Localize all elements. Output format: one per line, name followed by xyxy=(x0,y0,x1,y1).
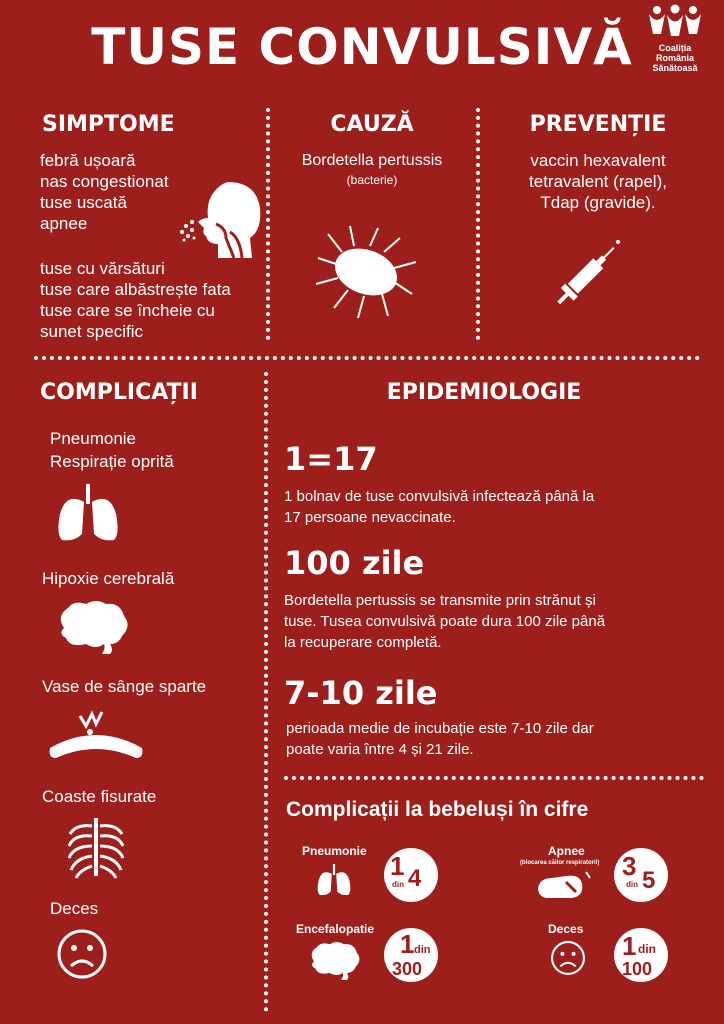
cauza-sub: (bacterie) xyxy=(346,173,398,187)
ribcage-icon xyxy=(66,816,126,882)
coughing-head-icon xyxy=(178,178,264,260)
stat-num: 1 xyxy=(390,851,405,881)
preventie-line: tetravalent (rapel), xyxy=(529,172,667,191)
baby-apnee-sub: (blocarea căilor respiratorii) xyxy=(520,860,600,866)
syringe-icon xyxy=(546,236,628,316)
fact-1-text xyxy=(284,486,704,528)
stat-din: din xyxy=(638,942,656,956)
stat-den: 100 xyxy=(622,959,653,979)
stat-num: 1 xyxy=(622,931,637,961)
stat-din: din xyxy=(392,880,404,889)
stat-apnee-badge xyxy=(614,848,668,902)
complication-vase: Vase de sânge sparte xyxy=(42,677,207,696)
divider-v2 xyxy=(476,108,480,340)
divider-v3 xyxy=(264,372,268,1012)
preventie-line: vaccin hexavalent xyxy=(530,151,666,170)
complication-deces: Deces xyxy=(50,899,99,918)
fact-2-big: 100 zile xyxy=(284,544,425,582)
stat-den: 4 xyxy=(408,865,422,892)
symptom-item: sunet specific xyxy=(40,322,143,341)
baby-apnee-label: Apnee xyxy=(548,844,585,858)
symptom-item: tuse care se încheie cu xyxy=(40,301,215,320)
fact-3-text xyxy=(286,718,706,760)
fact-line: perioada medie de incubație este 7-10 zile dar xyxy=(286,720,594,737)
preventie-text xyxy=(488,150,708,213)
stat-pneumonie-badge xyxy=(384,848,438,902)
symptom-item: febră ușoară xyxy=(40,151,136,170)
stat-den: 300 xyxy=(392,959,423,979)
baby-lungs-icon xyxy=(316,864,352,896)
fact-3-big: 7-10 zile xyxy=(284,674,438,712)
symptom-item: nas congestionat xyxy=(40,172,169,191)
fact-line: poate varia între 4 și 21 zile. xyxy=(286,741,474,758)
bebelusi-heading: Complicații la bebeluși în cifre xyxy=(286,798,589,821)
baby-sad-face-icon xyxy=(550,940,586,976)
fact-line: 1 bolnav de tuse convulsivă infectează până la xyxy=(284,488,595,505)
epidemiologie-heading: EPIDEMIOLOGIE xyxy=(386,380,582,405)
fact-1-big: 1=17 xyxy=(284,440,378,478)
brain-icon xyxy=(54,598,130,654)
baby-pneumonie-label: Pneumonie xyxy=(302,844,367,858)
fact-line: la recuperare completă. xyxy=(284,634,442,651)
page-title: TUSE CONVULSIVĂ xyxy=(91,18,633,76)
stat-deces-badge xyxy=(614,928,668,982)
complication-pneumonie: Pneumonie xyxy=(50,429,137,448)
fact-2-text xyxy=(284,590,704,653)
symptom-item: tuse care albăstrește fata xyxy=(40,280,231,299)
stat-num: 1 xyxy=(400,929,415,959)
preventie-heading: PREVENȚIE xyxy=(529,112,667,137)
baby-brain-icon xyxy=(306,940,362,980)
cauza-text: Bordetella pertussis xyxy=(301,152,443,169)
fact-line: tuse. Tusea convulsivă poate dura 100 zile până xyxy=(284,613,606,630)
fact-line: 17 persoane nevaccinate. xyxy=(284,509,456,526)
simptome-list-bottom xyxy=(40,258,268,342)
coalition-logo-icon xyxy=(645,4,705,38)
baby-encefalopatie-label: Encefalopatie xyxy=(296,922,375,936)
complication-respiratie: Respirație oprită xyxy=(50,452,174,471)
stat-encefalopatie-badge xyxy=(384,928,438,982)
bacteria-icon xyxy=(312,222,424,322)
divider-h1 xyxy=(34,356,700,360)
baby-apnea-icon xyxy=(536,868,592,902)
baby-deces-label: Deces xyxy=(548,922,584,936)
sad-face-icon xyxy=(56,928,108,980)
lungs-icon xyxy=(56,484,120,542)
logo xyxy=(636,4,714,73)
complication-hipoxie: Hipoxie cerebrală xyxy=(42,569,175,588)
stat-den: 5 xyxy=(642,867,656,894)
blood-vessel-icon xyxy=(46,708,146,764)
simptome-heading: SIMPTOME xyxy=(42,112,175,137)
stat-din: din xyxy=(414,944,431,956)
logo-line-3: Sănătoasă xyxy=(652,63,698,73)
preventie-line: Tdap (gravide). xyxy=(540,193,656,212)
symptom-item: apnee xyxy=(40,214,88,233)
stat-num: 3 xyxy=(622,851,637,881)
symptom-item: tuse uscată xyxy=(40,193,127,212)
fact-line: Bordetella pertussis se transmite prin strănut și xyxy=(284,592,596,609)
divider-h2 xyxy=(284,776,704,780)
symptom-item: tuse cu vărsături xyxy=(40,259,165,278)
cauza-heading: CAUZĂ xyxy=(330,112,414,137)
complication-coaste: Coaste fisurate xyxy=(42,787,157,806)
complicatii-heading: COMPLICAȚII xyxy=(40,380,198,405)
logo-line-2: România xyxy=(655,53,694,63)
logo-line-1: Coaliția xyxy=(658,43,692,53)
stat-din: din xyxy=(626,880,638,889)
